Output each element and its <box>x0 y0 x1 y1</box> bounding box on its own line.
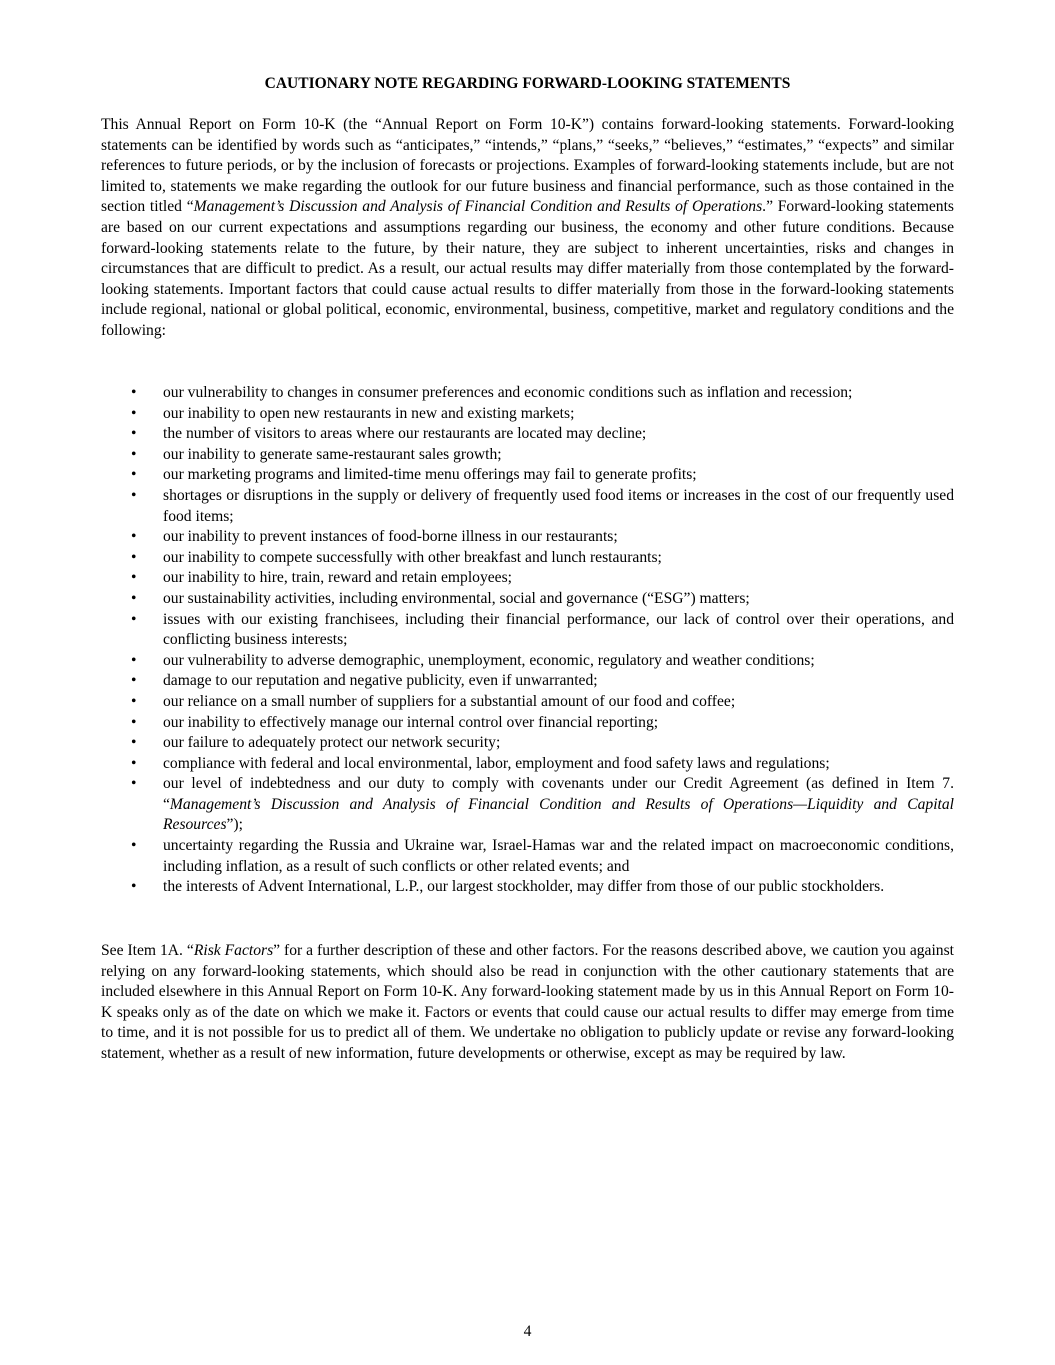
list-item-text: the interests of Advent International, L.P., our largest stockholder, may differ from those of our public stockholders. <box>163 878 885 896</box>
intro-text: This Annual Report on Form 10-K (the “Annual Report on Form 10-K”) contains forward-looking statements. Forward-looking statements can be identified by words such as “anticipates,” “intends,” “plans,” “seeks,” “believes,” “estimates,” “expects” and similar references to future periods, or by the inclusion of forecasts or projections. Examples of forward-looking statements include, but are not limited to, statements we make regarding the outlook for our future business and financial performance, such as those contained in the section titled “ <box>101 116 954 216</box>
intro-paragraph <box>101 115 954 342</box>
list-item <box>101 424 954 445</box>
bullet-icon: • <box>131 734 137 752</box>
list-item <box>101 651 954 672</box>
list-item-text: issues with our existing franchisees, including their financial performance, our lack of control over their operations, and conflicting business interests; <box>163 610 954 649</box>
list-item-text: damage to our reputation and negative publicity, even if unwarranted; <box>163 672 598 690</box>
bullet-icon: • <box>131 878 137 896</box>
list-item <box>101 877 954 898</box>
list-item <box>101 383 954 404</box>
closing-paragraph <box>101 941 954 1065</box>
list-item-text: our failure to adequately protect our network security; <box>163 734 501 752</box>
list-item-text: our inability to open new restaurants in new and existing markets; <box>163 404 575 422</box>
list-item-text: the number of visitors to areas where our restaurants are located may decline; <box>163 425 647 443</box>
bullet-icon: • <box>131 775 137 793</box>
list-item-italic-reference: Management’s Discussion and Analysis of Financial Condition and Results of Operations—Liquidity and Capital Resources <box>163 795 954 834</box>
list-item <box>101 610 954 651</box>
list-item <box>101 527 954 548</box>
intro-text-continued: .” Forward-looking statements are based on our current expectations and assumptions regarding our business, the economy and other future conditions. Because forward-looking statements relate to the future, by their nature, they are subject to inherent uncertainties, risks and changes in circumstances that are difficult to predict. As a result, our actual results may differ materially from those contemplated by the forward-looking statements. Important factors that could cause actual results to differ materially from those in the forward-looking statements include regional, national or global political, economic, environmental, business, competitive, market and regulatory conditions and the following: <box>101 198 955 339</box>
bullet-icon: • <box>131 672 137 690</box>
list-item <box>101 836 954 877</box>
page-number: 4 <box>523 1323 532 1340</box>
list-item <box>101 733 954 754</box>
bullet-icon: • <box>131 713 137 731</box>
bullet-icon: • <box>131 486 137 504</box>
list-item-text: our inability to effectively manage our internal control over financial reporting; <box>163 713 659 731</box>
bullet-icon: • <box>131 466 137 484</box>
list-item-text: our vulnerability to changes in consumer preferences and economic conditions such as inflation and recession; <box>163 384 853 401</box>
list-item-text: our vulnerability to adverse demographic, unemployment, economic, regulatory and weather conditions; <box>163 651 815 669</box>
list-item <box>101 465 954 486</box>
list-item-text: our sustainability activities, including environmental, social and governance (“ESG”) matters; <box>163 589 750 607</box>
bullet-icon: • <box>131 754 137 772</box>
list-item-text: uncertainty regarding the Russia and Ukraine war, Israel-Hamas war and the related impact on macroeconomic conditions, including inflation, as a result of such conflicts or other related events; and <box>163 837 954 875</box>
intro-italic-reference: Management’s Discussion and Analysis of Financial Condition and Results of Operations <box>193 198 763 216</box>
bullet-icon: • <box>131 445 137 463</box>
bullet-icon: • <box>131 404 137 422</box>
list-item-text: our reliance on a small number of suppliers for a substantial amount of our food and coffee; <box>163 692 736 710</box>
bullet-icon: • <box>131 425 137 443</box>
list-item <box>101 445 954 466</box>
bullet-icon: • <box>131 610 137 628</box>
bullet-icon: • <box>131 528 137 546</box>
list-item <box>101 404 954 425</box>
list-item <box>101 548 954 569</box>
closing-text-continued: ” for a further description of these and other factors. For the reasons described above, we caution you against relying on any forward-looking statements, which should also be read in conjunction with the other cautionary statements that are included elsewhere in this Annual Report on Form 10-K. Any forward-looking statement made by us in this Annual Report on Form 10-K speaks only as of the date on which we make it. Factors or events that could cause our actual results to differ may emerge from time to time, and it is not possible for us to predict all of them. We undertake no obligation to publicly update or revise any forward-looking statement, whether as a result of new information, future developments or otherwise, except as may be required by law. <box>101 942 954 1062</box>
list-item-text: our inability to prevent instances of food-borne illness in our restaurants; <box>163 528 618 546</box>
section-title: CAUTIONARY NOTE REGARDING FORWARD-LOOKING STATEMENTS <box>264 75 791 92</box>
list-item <box>101 568 954 589</box>
list-item <box>101 486 954 527</box>
closing-text: See Item 1A. “ <box>101 942 194 959</box>
bullet-icon: • <box>131 692 137 710</box>
list-item-text: our inability to hire, train, reward and retain employees; <box>163 569 513 587</box>
closing-italic-reference: Risk Factors <box>193 942 274 959</box>
bullet-icon: • <box>131 837 137 855</box>
list-item <box>101 692 954 713</box>
list-item-text: our inability to compete successfully with other breakfast and lunch restaurants; <box>163 548 662 566</box>
list-item-text: our inability to generate same-restaurant sales growth; <box>163 445 502 463</box>
list-item <box>101 713 954 734</box>
list-item <box>101 671 954 692</box>
bullet-icon: • <box>131 651 137 669</box>
bullet-icon: • <box>131 589 137 607</box>
list-item <box>101 589 954 610</box>
risk-factor-list <box>101 383 954 898</box>
list-item-text: our marketing programs and limited-time menu offerings may fail to generate profits; <box>163 466 697 484</box>
list-item-text: ”); <box>226 816 243 834</box>
bullet-icon: • <box>131 569 137 587</box>
list-item <box>101 774 954 836</box>
list-item <box>101 754 954 775</box>
bullet-icon: • <box>131 384 137 401</box>
list-item-text: compliance with federal and local environmental, labor, employment and food safety laws and regulations; <box>163 754 830 772</box>
bullet-icon: • <box>131 548 137 566</box>
list-item-text: our level of indebtedness and our duty to comply with covenants under our Credit Agreement (as defined in Item 7. “ <box>163 775 954 813</box>
list-item-text: shortages or disruptions in the supply or delivery of frequently used food items or increases in the cost of our frequently used food items; <box>163 486 954 525</box>
